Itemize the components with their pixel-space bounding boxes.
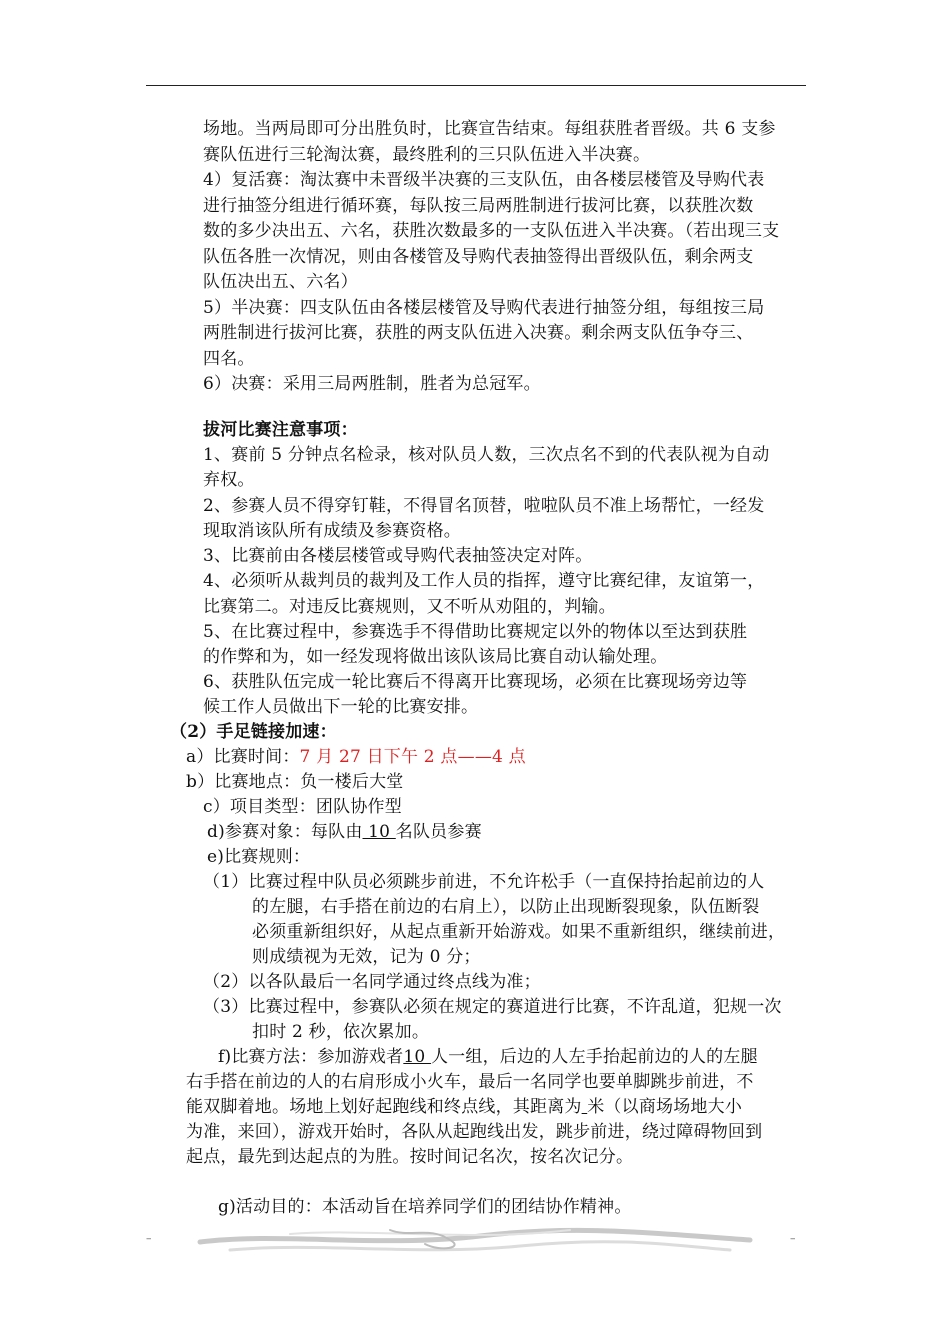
footer-left-mark: – (146, 1232, 152, 1245)
rule-item: （3）比赛过程中，参赛队必须在规定的赛道进行比赛，不许乱道，犯规一次 (203, 997, 782, 1017)
list-item: 6、获胜队伍完成一轮比赛后不得离开比赛现场，必须在比赛现场旁边等 (203, 672, 748, 692)
list-item: 5、在比赛过程中，参赛选手不得借助比赛规定以外的物体以至达到获胜 (203, 622, 748, 642)
paragraph-line: 进行抽签分组进行循环赛，每队按三局两胜制进行拔河比赛，以获胜次数 (203, 196, 754, 216)
method-line (186, 1094, 742, 1120)
list-item: 1、赛前 5 分钟点名检录，核对队员人数，三次点名不到的代表队视为自动 (203, 445, 770, 465)
target-suffix: 名队员参赛 (395, 822, 482, 842)
list-item: 现取消该队所有成绩及参赛资格。 (203, 521, 461, 541)
paragraph-line: 赛队伍进行三轮淘汰赛，最终胜利的三只队伍进入半决赛。 (203, 145, 651, 165)
method-text: 能双脚着地。场地上划好起跑线和终点线，其距离为 (186, 1097, 582, 1117)
list-item: 的作弊和为，如一经发现将做出该队该局比赛自动认输处理。 (203, 647, 668, 667)
paragraph-line: 场地。当两局即可分出胜负时，比赛宣告结束。每组获胜者晋级。共 6 支参 (203, 119, 776, 139)
paragraph-line: 四名。 (203, 349, 255, 369)
list-item: 3、比赛前由各楼层楼管或导购代表抽签决定对阵。 (203, 546, 593, 566)
section-heading: 拔河比赛注意事项： (203, 420, 358, 440)
rule-item: 则成绩视为无效，记为 0 分； (252, 947, 481, 967)
footer-ink-decoration (140, 1212, 810, 1262)
purpose-line: g)活动目的：本活动旨在培养同学们的团结协作精神。 (218, 1197, 632, 1217)
rule-item: 的左腿，右手搭在前边的右肩上），以防止出现断裂现象，队伍断裂 (252, 897, 760, 917)
paragraph-line: 队伍各胜一次情况，则由各楼管及导购代表抽签得出晋级队伍，剩余两支 (203, 247, 754, 267)
header-rule (146, 85, 806, 86)
time-value: 7 月 27 日下午 2 点——4 点 (299, 747, 526, 767)
method-line (218, 1044, 758, 1070)
footer-right-mark: – (790, 1232, 796, 1245)
rule-item: 扣时 2 秒，依次累加。 (252, 1022, 430, 1042)
list-item: 候工作人员做出下一轮的比赛安排。 (203, 697, 479, 717)
list-item: 弃权。 (203, 470, 255, 490)
method-line: 为准，来回），游戏开始时，各队从起跑线出发，跳步前进，绕过障碍物回到 (186, 1122, 763, 1142)
time-label: a）比赛时间： (186, 747, 300, 767)
paragraph-line: 4）复活赛：淘汰赛中未晋级半决赛的三支队伍，由各楼层楼管及导购代表 (203, 170, 765, 190)
rules-title: e)比赛规则： (207, 847, 311, 867)
list-item: 比赛第二。对违反比赛规则，又不听从劝阻的，判输。 (203, 597, 616, 617)
method-text: 人一组，后边的人左手抬起前边的人的左腿 (430, 1047, 758, 1067)
section-heading: （2）手足链接加速： (170, 722, 337, 742)
paragraph-line: 5）半决赛：四支队伍由各楼层楼管及导购代表进行抽签分组，每组按三局 (203, 298, 765, 318)
rule-item: （1）比赛过程中队员必须跳步前进，不允许松手（一直保持抬起前边的人 (203, 872, 765, 892)
paragraph-line: 数的多少决出五、六名，获胜次数最多的一支队伍进入半决赛。（若出现三支 (203, 221, 780, 241)
paragraph-line: 队伍决出五、六名） (203, 272, 358, 292)
paragraph-line: 两胜制进行拔河比赛，获胜的两支队伍进入决赛。剩余两支队伍争夺三、 (203, 323, 754, 343)
list-item: 4、必须听从裁判员的裁判及工作人员的指挥，遵守比赛纪律，友谊第一， (203, 571, 765, 591)
list-item: 2、参赛人员不得穿钉鞋，不得冒名顶替，啦啦队员不准上场帮忙，一经发 (203, 496, 765, 516)
target-count: 10 (362, 822, 396, 842)
target-label: d)参赛对象：每队由 (207, 822, 363, 842)
method-count: 10 (403, 1047, 431, 1067)
info-line-place: b）比赛地点：负一楼后大堂 (186, 772, 404, 792)
info-line-target (207, 819, 482, 845)
method-line: 起点，最先到达起点的为胜。按时间记名次，按名次记分。 (186, 1147, 634, 1167)
rule-item: 必须重新组织好，从起点重新开始游戏。如果不重新组织，继续前进， (252, 922, 786, 942)
rule-item: （2）以各队最后一名同学通过终点线为准； (203, 972, 541, 992)
info-line-type: c）项目类型：团队协作型 (203, 797, 402, 817)
paragraph-line: 6）决赛：采用三局两胜制，胜者为总冠军。 (203, 374, 541, 394)
method-line: 右手搭在前边的人的右肩形成小火车，最后一名同学也要单脚跳步前进，不 (186, 1072, 754, 1092)
method-text: 米（以商场场地大小 (587, 1097, 743, 1117)
info-line-time (186, 744, 526, 770)
method-label: f)比赛方法：参加游戏者 (218, 1047, 404, 1067)
